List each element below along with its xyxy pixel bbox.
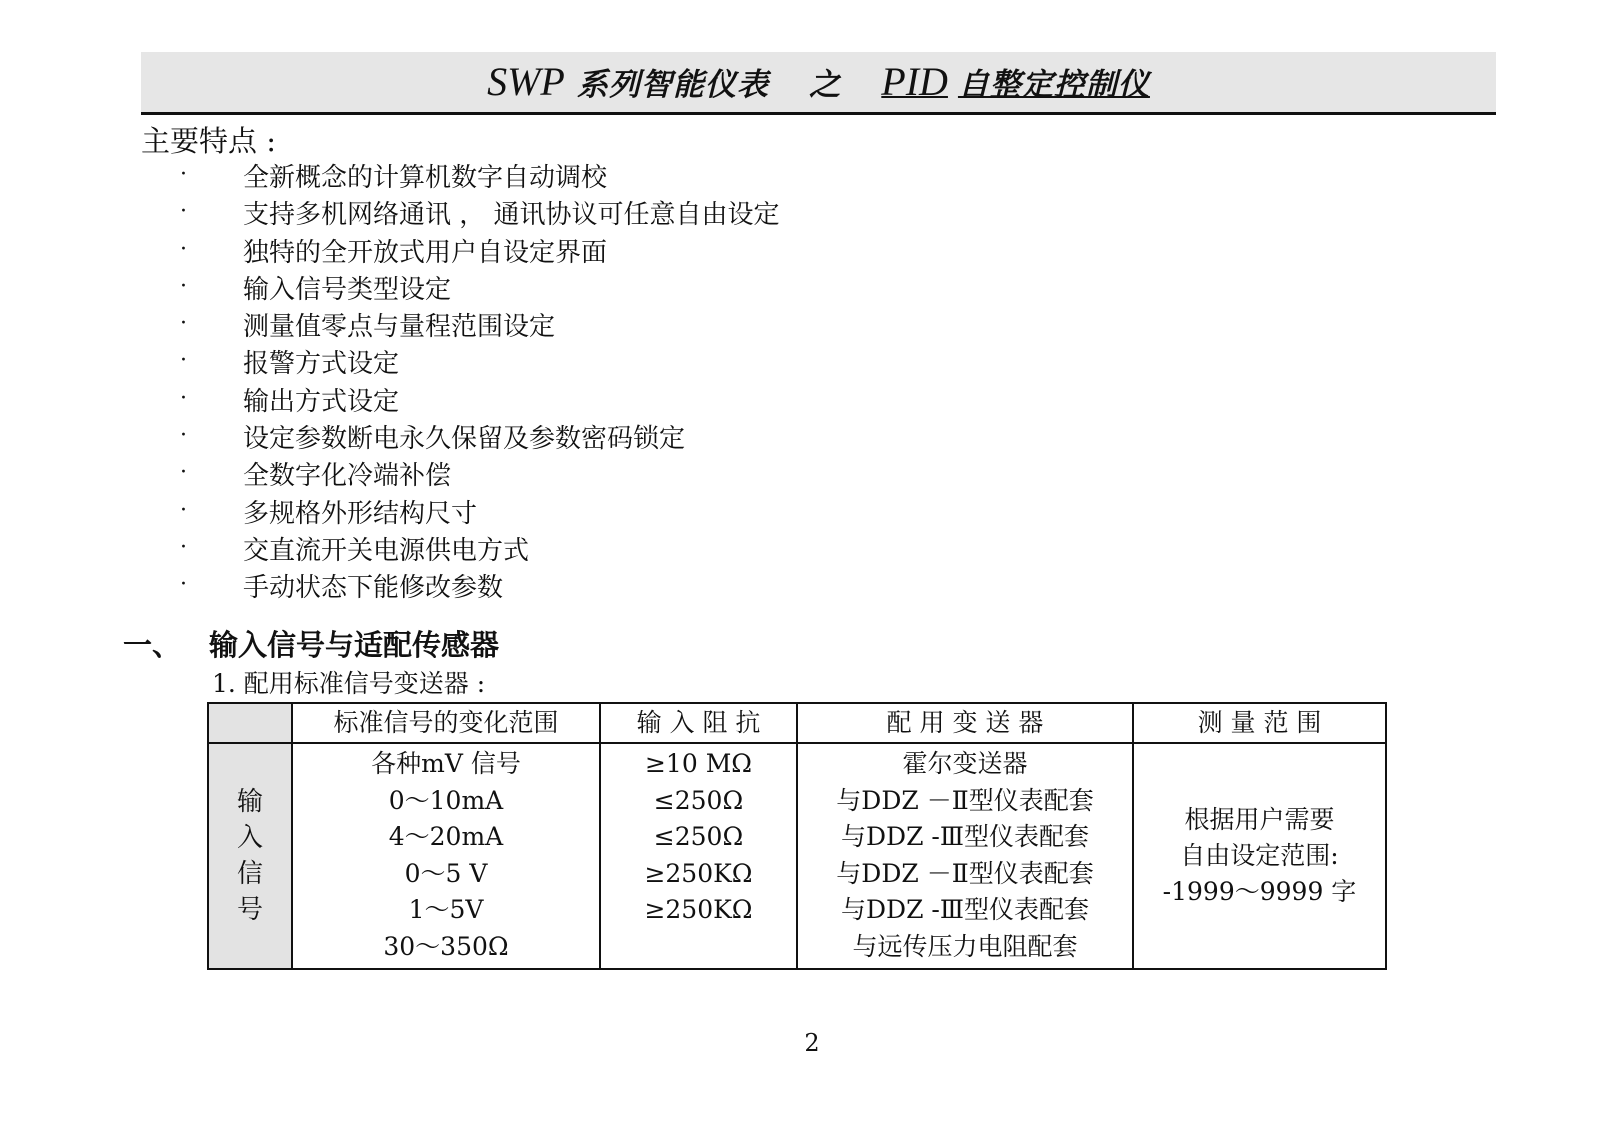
bullet: · <box>180 199 187 225</box>
bullet: · <box>180 311 187 337</box>
feature-text: 手动状态下能修改参数 <box>243 573 504 604</box>
input-signal-table <box>207 702 1387 970</box>
measurement-line: 根据用户需要 <box>1184 805 1335 834</box>
table-header-cell: 输 入 阻 抗 <box>600 703 797 743</box>
header-product-code: PID <box>881 59 948 104</box>
feature-text: 多规格外形结构尺寸 <box>243 498 478 529</box>
transmitter-cell <box>797 743 1133 969</box>
transmitter-value: 霍尔变送器 <box>902 749 1028 778</box>
row-label-char: 信 <box>236 859 263 889</box>
measurement-line: -1999～9999 字 <box>1162 877 1357 906</box>
table-row <box>208 743 1386 969</box>
bullet: · <box>180 534 187 560</box>
transmitter-value: 与DDZ －Ⅱ型仪表配套 <box>836 858 1094 888</box>
features-title: 主要特点 : <box>141 124 276 158</box>
measurement-line: 自由设定范围: <box>1180 841 1339 870</box>
range-value: 各种mV 信号 <box>371 749 521 778</box>
impedance-value: ≤250Ω <box>653 822 744 852</box>
transmitter-value: 与DDZ -Ⅲ型仪表配套 <box>841 895 1089 925</box>
row-label-char: 号 <box>236 895 263 925</box>
bullet: · <box>180 460 187 486</box>
transmitter-value: 与DDZ －Ⅱ型仪表配套 <box>836 785 1094 815</box>
bullet: · <box>180 236 187 262</box>
feature-text: 输出方式设定 <box>243 386 400 417</box>
row-label-char: 输 <box>236 787 263 817</box>
feature-text: 交直流开关电源供电方式 <box>243 535 530 566</box>
bullet: · <box>180 385 187 411</box>
range-value: 4～20mA <box>388 822 504 852</box>
header-series-text: 系列智能仪表 <box>576 67 769 103</box>
feature-text: 输入信号类型设定 <box>243 274 452 305</box>
row-label-char: 入 <box>236 823 263 853</box>
table-header-cell <box>208 703 292 743</box>
impedance-cell <box>600 743 797 969</box>
bullet: · <box>180 423 187 449</box>
range-value: 0～10mA <box>388 785 504 815</box>
bullet: · <box>180 572 187 598</box>
table-header-cell: 配 用 变 送 器 <box>797 703 1133 743</box>
row-label-cell <box>208 743 292 969</box>
feature-text: 全新概念的计算机数字自动调校 <box>243 163 608 193</box>
range-value: 0～5 V <box>404 858 488 888</box>
table-header-cell: 标准信号的变化范围 <box>292 703 600 743</box>
range-value: 30～350Ω <box>383 931 509 961</box>
feature-text: 全数字化冷端补偿 <box>243 461 452 492</box>
page-number: 2 <box>804 1029 820 1057</box>
impedance-value: ≥250KΩ <box>644 858 753 888</box>
impedance-value: ≤250Ω <box>653 785 744 815</box>
range-cell <box>292 743 600 969</box>
range-value: 1～5V <box>408 895 484 925</box>
bullet: · <box>180 497 187 523</box>
transmitter-value: 与DDZ -Ⅲ型仪表配套 <box>841 822 1089 852</box>
header-title <box>141 60 1496 107</box>
transmitter-value: 与远传压力电阻配套 <box>852 931 1078 961</box>
section-number: 一、 <box>123 628 182 662</box>
feature-text: 报警方式设定 <box>243 349 400 380</box>
feature-text: 测量值零点与量程范围设定 <box>243 312 556 343</box>
bullet: · <box>180 273 187 299</box>
impedance-value: ≥250KΩ <box>644 895 753 925</box>
header-connector: 之 <box>809 67 842 103</box>
feature-text: 支持多机网络通讯 ， 通讯协议可任意自由设定 <box>243 200 780 231</box>
table-header-cell: 测 量 范 围 <box>1133 703 1386 743</box>
section-title: 输入信号与适配传感器 <box>209 628 500 662</box>
section-heading <box>123 625 499 665</box>
bullet: · <box>180 162 187 187</box>
bullet: · <box>180 348 187 374</box>
header-series: SWP <box>487 59 565 104</box>
row-label <box>209 784 291 928</box>
impedance-value: ≥10 MΩ <box>644 749 753 778</box>
page-header <box>141 52 1496 115</box>
feature-text: 设定参数断电永久保留及参数密码锁定 <box>243 424 686 455</box>
header-product <box>881 60 1150 104</box>
subsection-title: 1. 配用标准信号变送器 : <box>212 669 486 698</box>
table-header-row <box>208 703 1386 743</box>
header-product-text: 自整定控制仪 <box>957 67 1150 103</box>
measurement-cell <box>1133 743 1386 969</box>
feature-text: 独特的全开放式用户自设定界面 <box>243 237 608 268</box>
